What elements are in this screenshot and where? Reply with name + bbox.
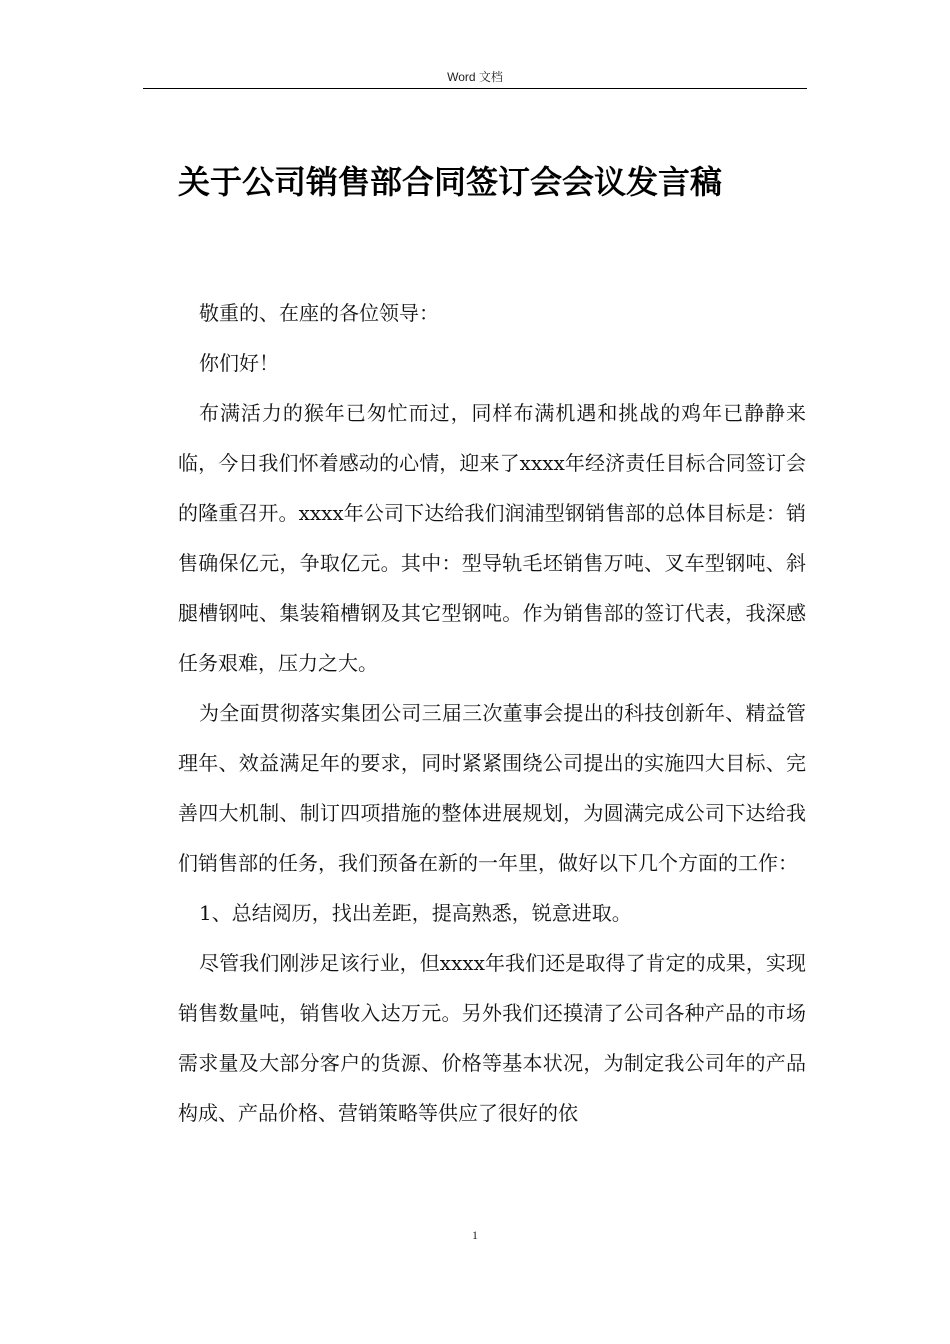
page-header-text: Word 文档 <box>447 70 503 84</box>
body-paragraph: 尽管我们刚涉足该行业，但xxxx年我们还是取得了肯定的成果，实现销售数量吨，销售收入达万元。另外我们还摸清了公司各种产品的市场需求量及大部分客户的货源、价格等基本状况，为制定我公司年的产品构成、产品价格、营销策略等供应了很好的依 <box>178 951 806 1125</box>
greeting: 你们好！ <box>199 351 279 375</box>
body-paragraph: 为全面贯彻落实集团公司三届三次董事会提出的科技创新年、精益管理年、效益满足年的要求，同时紧紧围绕公司提出的实施四大目标、完善四大机制、制订四项措施的整体进展规划，为圆满完成公司下达给我们销售部的任务，我们预备在新的一年里，做好以下几个方面的工作： <box>178 701 806 875</box>
section-heading: 1、总结阅历，找出差距，提高熟悉，锐意进取。 <box>199 901 632 925</box>
document-title: 关于公司销售部合同签订会会议发言稿 <box>178 163 723 201</box>
body-paragraph: 布满活力的猴年已匆忙而过，同样布满机遇和挑战的鸡年已静静来临，今日我们怀着感动的心情，迎来了xxxx年经济责任目标合同签订会的隆重召开。xxxx年公司下达给我们润浦型钢销售部的总体目标是：销售确保亿元，争取亿元。其中：型导轨毛坯销售万吨、叉车型钢吨、斜腿槽钢吨、集装箱槽钢及其它型钢吨。作为销售部的签订代表，我深感任务艰难，压力之大。 <box>178 401 806 675</box>
salutation: 敬重的、在座的各位领导： <box>199 301 439 325</box>
document-body <box>178 288 806 1138</box>
header-divider <box>143 88 807 89</box>
page-number: 1 <box>472 1228 478 1242</box>
